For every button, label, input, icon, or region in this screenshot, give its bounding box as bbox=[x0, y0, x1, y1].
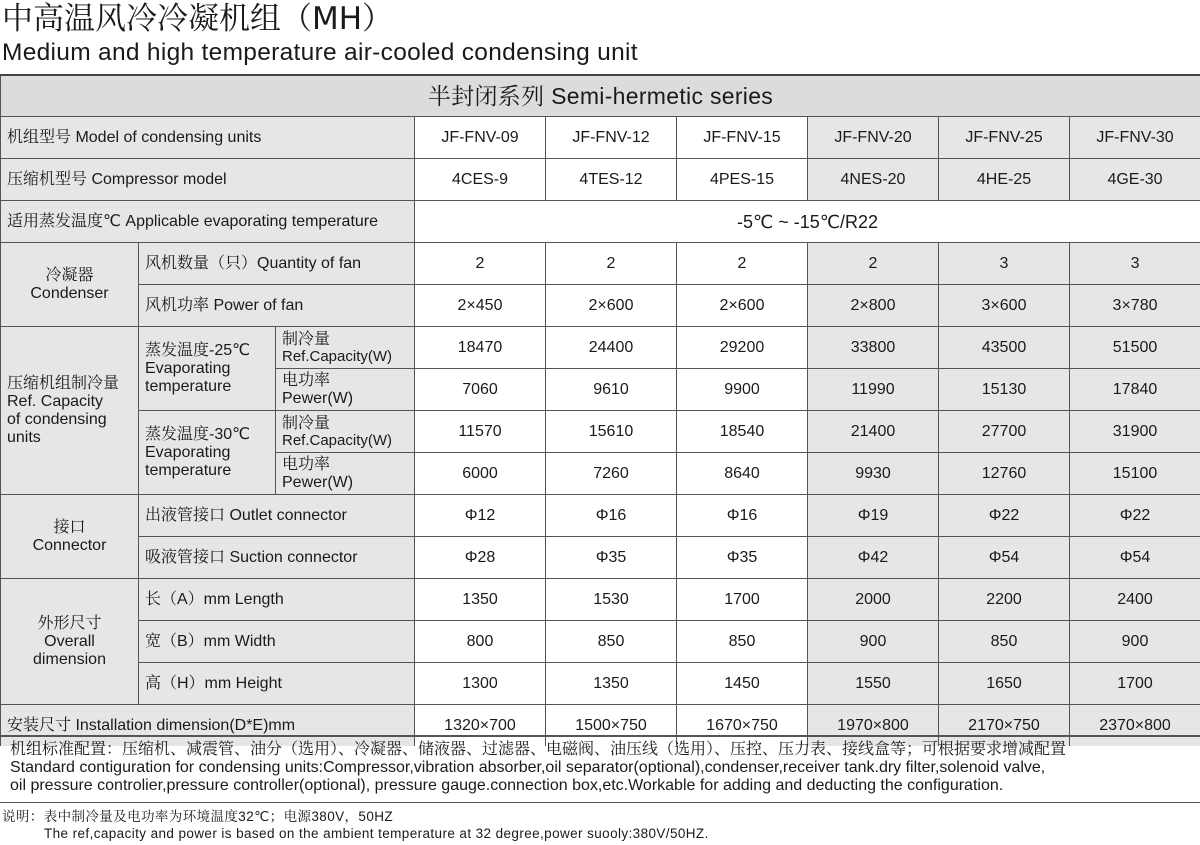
t25-power-cell: 9900 bbox=[677, 369, 808, 411]
standard-config-en-1: Standard contiguration for condensing units:Compressor,vibration absorber,oil separator(optional),condenser,receiver tank.dry filter,solenoid valve, bbox=[10, 759, 1046, 776]
t25-capacity-cell: 24400 bbox=[546, 327, 677, 369]
footnote-cn: 说明：表中制冷量及电功率为环境温度32℃；电源380V，50HZ bbox=[2, 809, 394, 824]
height-row bbox=[1, 663, 1200, 705]
capacity-group-en-2: of condensing bbox=[7, 410, 107, 428]
page-title-chinese: 中高温风冷冷凝机组（MH） bbox=[2, 1, 394, 37]
suction-cell: Φ54 bbox=[1070, 537, 1200, 579]
t30-capacity-cell: 11570 bbox=[415, 411, 546, 453]
fan-qty-label: 风机数量（只）Quantity of fan bbox=[139, 243, 415, 285]
compressor-cell: 4HE-25 bbox=[939, 159, 1070, 201]
height-cell: 1700 bbox=[1070, 663, 1200, 705]
compressor-label: 压缩机型号 Compressor model bbox=[1, 159, 415, 201]
dimension-group-en-2: dimension bbox=[33, 650, 106, 668]
t30-capacity-cell: 21400 bbox=[808, 411, 939, 453]
capacity-sublabel bbox=[276, 327, 415, 369]
model-cell: JF-FNV-20 bbox=[808, 117, 939, 159]
capacity-sublabel-en: Ref.Capacity(W) bbox=[282, 348, 393, 365]
footnote bbox=[2, 808, 709, 842]
spec-table bbox=[0, 74, 1200, 746]
t25-capacity-cell: 29200 bbox=[677, 327, 808, 369]
width-cell: 800 bbox=[415, 621, 546, 663]
evap-temp-row bbox=[1, 201, 1200, 243]
t25-capacity-cell: 43500 bbox=[939, 327, 1070, 369]
t30-power-cell: 6000 bbox=[415, 453, 546, 495]
capacity-sublabel-en: Ref.Capacity(W) bbox=[282, 432, 393, 449]
outlet-cell: Φ22 bbox=[939, 495, 1070, 537]
height-cell: 1650 bbox=[939, 663, 1070, 705]
width-cell: 850 bbox=[677, 621, 808, 663]
dimension-group bbox=[1, 579, 139, 705]
compressor-cell: 4GE-30 bbox=[1070, 159, 1200, 201]
outlet-cell: Φ19 bbox=[808, 495, 939, 537]
compressor-cell: 4PES-15 bbox=[677, 159, 808, 201]
t25-capacity-cell: 51500 bbox=[1070, 327, 1200, 369]
dimension-group-en-1: Overall bbox=[44, 632, 95, 650]
fan-qty-cell: 3 bbox=[1070, 243, 1200, 285]
fan-qty-cell: 2 bbox=[808, 243, 939, 285]
t25-power-cell: 9610 bbox=[546, 369, 677, 411]
install-cell: 1670×750 bbox=[677, 705, 808, 747]
height-cell: 1550 bbox=[808, 663, 939, 705]
length-cell: 1530 bbox=[546, 579, 677, 621]
t25-label-cn: 蒸发温度-25℃ bbox=[145, 341, 251, 359]
t30-capacity-cell: 27700 bbox=[939, 411, 1070, 453]
model-row bbox=[1, 117, 1200, 159]
capacity-sublabel bbox=[276, 411, 415, 453]
length-cell: 2200 bbox=[939, 579, 1070, 621]
power-sublabel-cn: 电功率 bbox=[282, 371, 331, 389]
width-cell: 850 bbox=[939, 621, 1070, 663]
power-sublabel bbox=[276, 369, 415, 411]
suction-row bbox=[1, 537, 1200, 579]
power-sublabel-cn: 电功率 bbox=[282, 455, 331, 473]
model-cell: JF-FNV-25 bbox=[939, 117, 1070, 159]
series-header-row bbox=[1, 75, 1200, 117]
t30-label-en-1: Evaporating bbox=[145, 443, 231, 461]
t25-capacity-cell: 33800 bbox=[808, 327, 939, 369]
length-cell: 2400 bbox=[1070, 579, 1200, 621]
t25-power-cell: 15130 bbox=[939, 369, 1070, 411]
compressor-cell: 4NES-20 bbox=[808, 159, 939, 201]
t30-power-cell: 15100 bbox=[1070, 453, 1200, 495]
width-row bbox=[1, 621, 1200, 663]
t30-power-cell: 12760 bbox=[939, 453, 1070, 495]
t25-power-cell: 7060 bbox=[415, 369, 546, 411]
outlet-label: 出液管接口 Outlet connector bbox=[139, 495, 415, 537]
outlet-cell: Φ16 bbox=[677, 495, 808, 537]
connector-group bbox=[1, 495, 139, 579]
fan-power-row bbox=[1, 285, 1200, 327]
t30-power-cell: 7260 bbox=[546, 453, 677, 495]
fan-power-cell: 2×450 bbox=[415, 285, 546, 327]
power-sublabel-en: Pewer(W) bbox=[282, 473, 354, 491]
power-sublabel bbox=[276, 453, 415, 495]
width-cell: 900 bbox=[1070, 621, 1200, 663]
t30-power-cell: 9930 bbox=[808, 453, 939, 495]
height-cell: 1450 bbox=[677, 663, 808, 705]
length-cell: 1350 bbox=[415, 579, 546, 621]
dimension-group-cn: 外形尺寸 bbox=[37, 614, 102, 632]
capacity-group-en-1: Ref. Capacity bbox=[7, 392, 104, 410]
evap-temp-value: -5℃ ~ -15℃/R22 bbox=[415, 201, 1200, 243]
t25-label bbox=[139, 327, 276, 411]
length-row bbox=[1, 579, 1200, 621]
outlet-cell: Φ16 bbox=[546, 495, 677, 537]
suction-cell: Φ54 bbox=[939, 537, 1070, 579]
model-cell: JF-FNV-12 bbox=[546, 117, 677, 159]
height-cell: 1300 bbox=[415, 663, 546, 705]
capacity-sublabel-cn: 制冷量 bbox=[282, 415, 331, 432]
capacity-group-cn: 压缩机组制冷量 bbox=[7, 374, 120, 392]
t30-label-en-2: temperature bbox=[145, 461, 232, 479]
height-cell: 1350 bbox=[546, 663, 677, 705]
standard-config-en-2: oil pressure controlier,pressure controller(optional), pressure gauge.connection box,etc.Workable for adding and deducting the configuration. bbox=[10, 777, 1004, 794]
outlet-row bbox=[1, 495, 1200, 537]
t25-label-en-2: temperature bbox=[145, 377, 232, 395]
model-cell: JF-FNV-15 bbox=[677, 117, 808, 159]
condenser-group-en: Condenser bbox=[30, 284, 109, 302]
model-cell: JF-FNV-30 bbox=[1070, 117, 1200, 159]
condenser-group-cn: 冷凝器 bbox=[45, 266, 94, 284]
install-label: 安装尺寸 Installation dimension(D*E)mm bbox=[1, 705, 415, 747]
suction-cell: Φ35 bbox=[546, 537, 677, 579]
install-cell: 2170×750 bbox=[939, 705, 1070, 747]
install-cell: 2370×800 bbox=[1070, 705, 1200, 747]
suction-cell: Φ42 bbox=[808, 537, 939, 579]
evap-temp-label: 适用蒸发温度℃ Applicable evaporating temperature bbox=[1, 201, 415, 243]
fan-qty-row bbox=[1, 243, 1200, 285]
fan-qty-cell: 2 bbox=[415, 243, 546, 285]
t25-power-cell: 11990 bbox=[808, 369, 939, 411]
capacity-group bbox=[1, 327, 139, 495]
condenser-group bbox=[1, 243, 139, 327]
fan-qty-cell: 2 bbox=[677, 243, 808, 285]
series-title-cn: 半封闭系列 bbox=[427, 83, 545, 109]
compressor-row bbox=[1, 159, 1200, 201]
fan-power-cell: 2×800 bbox=[808, 285, 939, 327]
model-label: 机组型号 Model of condensing units bbox=[1, 117, 415, 159]
t30-capacity-cell: 15610 bbox=[546, 411, 677, 453]
height-label: 高（H）mm Height bbox=[139, 663, 415, 705]
t30-label bbox=[139, 411, 276, 495]
capacity-group-en-3: units bbox=[7, 428, 41, 446]
t25-label-en-1: Evaporating bbox=[145, 359, 231, 377]
suction-cell: Φ35 bbox=[677, 537, 808, 579]
outlet-cell: Φ22 bbox=[1070, 495, 1200, 537]
fan-power-cell: 2×600 bbox=[677, 285, 808, 327]
t30-capacity-row bbox=[1, 411, 1200, 453]
power-sublabel-en: Pewer(W) bbox=[282, 389, 354, 407]
length-cell: 1700 bbox=[677, 579, 808, 621]
footnote-en: The ref,capacity and power is based on the ambient temperature at 32 degree,power suooly:380V/50HZ. bbox=[44, 826, 709, 841]
suction-label: 吸液管接口 Suction connector bbox=[139, 537, 415, 579]
length-label: 长（A）mm Length bbox=[139, 579, 415, 621]
t30-capacity-cell: 31900 bbox=[1070, 411, 1200, 453]
outlet-cell: Φ12 bbox=[415, 495, 546, 537]
fan-power-label: 风机功率 Power of fan bbox=[139, 285, 415, 327]
t25-capacity-cell: 18470 bbox=[415, 327, 546, 369]
connector-group-cn: 接口 bbox=[53, 518, 86, 536]
t25-capacity-row bbox=[1, 327, 1200, 369]
suction-cell: Φ28 bbox=[415, 537, 546, 579]
t30-label-cn: 蒸发温度-30℃ bbox=[145, 425, 251, 443]
t30-capacity-cell: 18540 bbox=[677, 411, 808, 453]
page-title-english: Medium and high temperature air-cooled condensing unit bbox=[2, 39, 638, 66]
width-cell: 900 bbox=[808, 621, 939, 663]
standard-config-note bbox=[0, 735, 1200, 803]
t30-power-cell: 8640 bbox=[677, 453, 808, 495]
series-title-en: Semi-hermetic series bbox=[551, 83, 774, 109]
t25-power-cell: 17840 bbox=[1070, 369, 1200, 411]
compressor-cell: 4CES-9 bbox=[415, 159, 546, 201]
fan-qty-cell: 3 bbox=[939, 243, 1070, 285]
fan-qty-cell: 2 bbox=[546, 243, 677, 285]
fan-power-cell: 3×600 bbox=[939, 285, 1070, 327]
install-cell: 1500×750 bbox=[546, 705, 677, 747]
capacity-sublabel-cn: 制冷量 bbox=[282, 331, 331, 348]
length-cell: 2000 bbox=[808, 579, 939, 621]
standard-config-cn: 机组标准配置：压缩机、减震管、油分（选用）、冷凝器、储液器、过滤器、电磁阀、油压线（选用）、压控、压力表、接线盒等；可根据要求增减配置 bbox=[10, 741, 1067, 758]
install-cell: 1320×700 bbox=[415, 705, 546, 747]
width-label: 宽（B）mm Width bbox=[139, 621, 415, 663]
install-cell: 1970×800 bbox=[808, 705, 939, 747]
fan-power-cell: 2×600 bbox=[546, 285, 677, 327]
series-header bbox=[1, 75, 1200, 117]
model-cell: JF-FNV-09 bbox=[415, 117, 546, 159]
compressor-cell: 4TES-12 bbox=[546, 159, 677, 201]
fan-power-cell: 3×780 bbox=[1070, 285, 1200, 327]
connector-group-en: Connector bbox=[32, 536, 107, 554]
width-cell: 850 bbox=[546, 621, 677, 663]
